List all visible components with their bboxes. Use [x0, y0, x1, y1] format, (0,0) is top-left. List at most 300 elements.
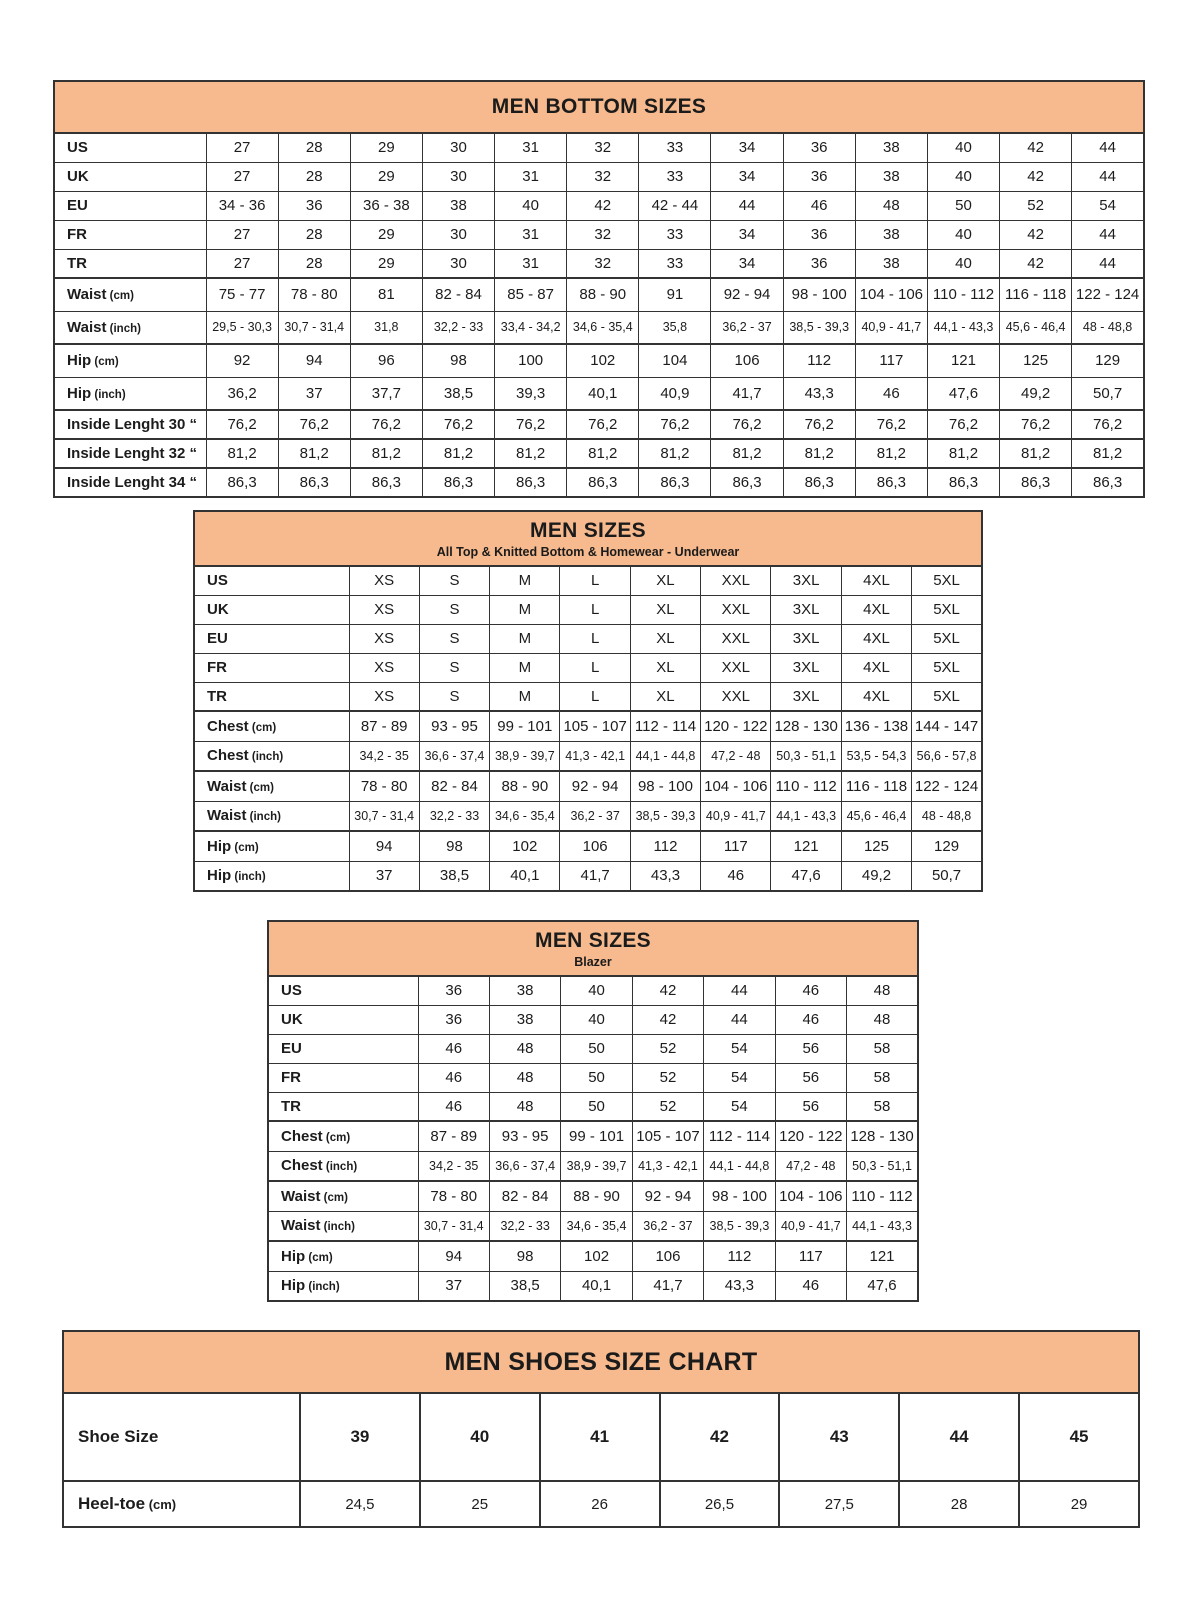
size-table	[62, 1392, 1140, 1528]
row-label-unit: (cm)	[248, 721, 277, 734]
size-table	[53, 132, 1145, 498]
value-cell: 38,5 - 39,3	[704, 1211, 775, 1241]
value-cell: 40,9 - 41,7	[701, 801, 771, 831]
value-cell: 44,1 - 43,3	[927, 311, 999, 344]
value-cell: 3XL	[771, 624, 841, 653]
value-cell: 48	[847, 1005, 918, 1034]
row-label-text: Hip	[67, 352, 92, 370]
value-cell: 98 - 100	[783, 278, 855, 311]
value-cell: 99 - 101	[561, 1121, 632, 1151]
value-cell: 76,2	[495, 410, 567, 439]
value-cell: 29,5 - 30,3	[206, 311, 278, 344]
value-cell: 45,6 - 46,4	[1000, 311, 1072, 344]
value-cell: 58	[847, 1063, 918, 1092]
men-sizes-blazer-table	[267, 920, 919, 1302]
value-cell: 98	[422, 344, 494, 377]
value-cell: 47,2 - 48	[775, 1151, 846, 1181]
value-cell: 45,6 - 46,4	[841, 801, 911, 831]
value-cell: 81,2	[1000, 439, 1072, 468]
row-label-text: US	[207, 572, 228, 590]
value-cell: 28	[278, 162, 350, 191]
value-cell: 40	[561, 976, 632, 1005]
value-cell: 44	[711, 191, 783, 220]
row-label-unit: (inch)	[231, 871, 266, 884]
row-label-text: Inside Lenght 32 “	[67, 445, 198, 462]
value-cell: M	[490, 595, 560, 624]
table-title: MEN SIZES	[530, 518, 646, 542]
value-cell: 81,2	[783, 439, 855, 468]
value-cell: 30	[422, 220, 494, 249]
value-cell: 32	[567, 249, 639, 278]
value-cell: 25	[420, 1481, 540, 1527]
value-cell: 3XL	[771, 682, 841, 711]
value-cell: 4XL	[841, 682, 911, 711]
value-cell: 112	[704, 1241, 775, 1271]
value-cell: 81,2	[206, 439, 278, 468]
value-cell: 81	[350, 278, 422, 311]
value-cell: 144 - 147	[912, 711, 982, 741]
value-cell: 116 - 118	[841, 771, 911, 801]
value-cell: 102	[567, 344, 639, 377]
row-label-unit: (cm)	[246, 781, 274, 794]
value-cell: 42	[1000, 249, 1072, 278]
value-cell: 3XL	[771, 653, 841, 682]
value-cell: 78 - 80	[418, 1181, 489, 1211]
value-cell: 76,2	[422, 410, 494, 439]
value-cell: 76,2	[206, 410, 278, 439]
value-cell: XL	[630, 566, 700, 595]
value-cell: L	[560, 595, 630, 624]
value-cell: 76,2	[350, 410, 422, 439]
value-cell: 82 - 84	[489, 1181, 560, 1211]
value-cell: 86,3	[639, 468, 711, 497]
value-cell: 50,7	[1072, 377, 1144, 410]
row-label-text: Hip	[281, 1247, 306, 1265]
value-cell: 44,1 - 43,3	[771, 801, 841, 831]
row-label-text: Waist	[281, 1187, 321, 1205]
table-header	[62, 1330, 1140, 1392]
value-cell: 41,3 - 42,1	[632, 1151, 703, 1181]
value-cell: 36	[418, 976, 489, 1005]
value-cell: 106	[711, 344, 783, 377]
value-cell: 117	[701, 831, 771, 861]
value-cell: 81,2	[567, 439, 639, 468]
value-cell: 41,7	[711, 377, 783, 410]
table-row	[194, 566, 982, 595]
value-cell: 38,5	[489, 1271, 560, 1301]
value-cell: 99 - 101	[490, 711, 560, 741]
table-row	[194, 771, 982, 801]
row-label	[54, 133, 206, 162]
value-cell: 44	[1072, 133, 1144, 162]
row-label-unit: (inch)	[248, 751, 284, 764]
value-cell: M	[490, 682, 560, 711]
row-label	[194, 741, 349, 771]
value-cell: 93 - 95	[489, 1121, 560, 1151]
row-label-text: TR	[67, 254, 87, 272]
table-row	[54, 191, 1144, 220]
value-cell: 42	[660, 1393, 780, 1481]
value-cell: 34,6 - 35,4	[490, 801, 560, 831]
value-cell: 76,2	[1072, 410, 1144, 439]
value-cell: 49,2	[841, 861, 911, 891]
value-cell: 32,2 - 33	[489, 1211, 560, 1241]
row-label-unit: (cm)	[106, 290, 134, 303]
value-cell: 32	[567, 162, 639, 191]
row-label-text: Chest	[207, 747, 249, 765]
value-cell: 31	[495, 249, 567, 278]
value-cell: 48 - 48,8	[1072, 311, 1144, 344]
row-label-text: Waist	[67, 286, 107, 304]
row-label	[54, 468, 206, 497]
value-cell: S	[419, 682, 489, 711]
value-cell: 86,3	[278, 468, 350, 497]
value-cell: XXL	[701, 595, 771, 624]
value-cell: 117	[775, 1241, 846, 1271]
table-row	[54, 311, 1144, 344]
value-cell: XL	[630, 624, 700, 653]
value-cell: 38	[422, 191, 494, 220]
row-label	[268, 1181, 418, 1211]
value-cell: XXL	[701, 682, 771, 711]
row-label-text: Hip	[67, 384, 92, 402]
value-cell: 34,6 - 35,4	[567, 311, 639, 344]
row-label-text: FR	[281, 1069, 301, 1086]
value-cell: 40,1	[490, 861, 560, 891]
row-label-unit: (cm)	[305, 1251, 333, 1264]
value-cell: 82 - 84	[422, 278, 494, 311]
row-label-text: FR	[207, 659, 227, 676]
value-cell: 112 - 114	[630, 711, 700, 741]
table-row	[268, 1181, 918, 1211]
value-cell: L	[560, 566, 630, 595]
value-cell: 112	[630, 831, 700, 861]
value-cell: 27	[206, 162, 278, 191]
value-cell: 36	[783, 133, 855, 162]
row-label	[268, 1005, 418, 1034]
table-row	[268, 1063, 918, 1092]
value-cell: 92	[206, 344, 278, 377]
value-cell: S	[419, 595, 489, 624]
value-cell: 56,6 - 57,8	[912, 741, 982, 771]
value-cell: 31	[495, 133, 567, 162]
value-cell: 128 - 130	[847, 1121, 918, 1151]
value-cell: 4XL	[841, 624, 911, 653]
value-cell: 110 - 112	[771, 771, 841, 801]
value-cell: 47,2 - 48	[701, 741, 771, 771]
table-title: MEN BOTTOM SIZES	[491, 95, 707, 118]
row-label	[54, 377, 206, 410]
value-cell: 38	[855, 249, 927, 278]
row-label-text: FR	[67, 226, 87, 243]
value-cell: S	[419, 566, 489, 595]
value-cell: 38,9 - 39,7	[490, 741, 560, 771]
value-cell: 28	[278, 249, 350, 278]
value-cell: 52	[1000, 191, 1072, 220]
value-cell: 76,2	[711, 410, 783, 439]
value-cell: 44	[1072, 249, 1144, 278]
value-cell: 30,7 - 31,4	[418, 1211, 489, 1241]
value-cell: 53,5 - 54,3	[841, 741, 911, 771]
value-cell: 42	[632, 976, 703, 1005]
table-row	[194, 682, 982, 711]
table-row	[54, 410, 1144, 439]
value-cell: 42 - 44	[639, 191, 711, 220]
value-cell: 86,3	[350, 468, 422, 497]
value-cell: M	[490, 566, 560, 595]
value-cell: 27	[206, 220, 278, 249]
row-label-unit: (inch)	[320, 1221, 355, 1234]
table-row	[194, 595, 982, 624]
men-bottom-sizes-table	[53, 80, 1145, 498]
value-cell: 34	[711, 133, 783, 162]
value-cell: XXL	[701, 624, 771, 653]
value-cell: 120 - 122	[701, 711, 771, 741]
value-cell: 46	[418, 1063, 489, 1092]
value-cell: 39,3	[495, 377, 567, 410]
table-row	[54, 162, 1144, 191]
value-cell: 94	[418, 1241, 489, 1271]
value-cell: L	[560, 624, 630, 653]
value-cell: 34,6 - 35,4	[561, 1211, 632, 1241]
row-label-text: EU	[67, 197, 88, 214]
row-label	[268, 1241, 418, 1271]
table-row	[54, 377, 1144, 410]
value-cell: 110 - 112	[927, 278, 999, 311]
value-cell: M	[490, 624, 560, 653]
row-label	[54, 439, 206, 468]
table-row	[268, 1092, 918, 1121]
value-cell: 40,1	[561, 1271, 632, 1301]
value-cell: 47,6	[927, 377, 999, 410]
value-cell: 98	[419, 831, 489, 861]
value-cell: 34,2 - 35	[349, 741, 419, 771]
row-label	[268, 1151, 418, 1181]
value-cell: 86,3	[1000, 468, 1072, 497]
value-cell: XL	[630, 653, 700, 682]
value-cell: 31	[495, 162, 567, 191]
value-cell: 33	[639, 249, 711, 278]
value-cell: 50	[561, 1063, 632, 1092]
table-row	[268, 1034, 918, 1063]
value-cell: 44	[704, 976, 775, 1005]
value-cell: 92 - 94	[632, 1181, 703, 1211]
value-cell: 39	[300, 1393, 420, 1481]
value-cell: 75 - 77	[206, 278, 278, 311]
value-cell: 112	[783, 344, 855, 377]
row-label	[54, 410, 206, 439]
value-cell: 46	[701, 861, 771, 891]
value-cell: 122 - 124	[912, 771, 982, 801]
value-cell: 30	[422, 162, 494, 191]
value-cell: XXL	[701, 653, 771, 682]
value-cell: 37	[418, 1271, 489, 1301]
table-title: MEN SHOES SIZE CHART	[444, 1347, 758, 1376]
value-cell: 38	[489, 976, 560, 1005]
value-cell: 26,5	[660, 1481, 780, 1527]
value-cell: 102	[490, 831, 560, 861]
value-cell: 43	[779, 1393, 899, 1481]
size-table	[267, 975, 919, 1302]
row-label	[194, 771, 349, 801]
value-cell: 54	[704, 1034, 775, 1063]
row-label	[268, 1121, 418, 1151]
value-cell: 28	[278, 220, 350, 249]
value-cell: 81,2	[639, 439, 711, 468]
value-cell: 40	[927, 133, 999, 162]
value-cell: 29	[1019, 1481, 1139, 1527]
value-cell: 87 - 89	[418, 1121, 489, 1151]
value-cell: 5XL	[912, 653, 982, 682]
value-cell: XL	[630, 595, 700, 624]
value-cell: 38	[855, 133, 927, 162]
table-header	[267, 920, 919, 975]
value-cell: XS	[349, 595, 419, 624]
value-cell: 48	[489, 1034, 560, 1063]
value-cell: 36,2 - 37	[711, 311, 783, 344]
value-cell: 5XL	[912, 624, 982, 653]
table-row	[54, 133, 1144, 162]
value-cell: 76,2	[278, 410, 350, 439]
value-cell: 56	[775, 1063, 846, 1092]
row-label-text: TR	[207, 687, 227, 705]
value-cell: 52	[632, 1063, 703, 1092]
value-cell: 117	[855, 344, 927, 377]
table-row	[54, 468, 1144, 497]
table-row	[194, 801, 982, 831]
value-cell: 46	[855, 377, 927, 410]
value-cell: 38,9 - 39,7	[561, 1151, 632, 1181]
row-label-text: UK	[207, 601, 229, 618]
value-cell: 49,2	[1000, 377, 1072, 410]
row-label-text: EU	[207, 630, 228, 647]
row-label	[194, 595, 349, 624]
table-subtitle: All Top & Knitted Bottom & Homewear - Underwear	[436, 544, 740, 559]
value-cell: 35,8	[639, 311, 711, 344]
value-cell: 48	[847, 976, 918, 1005]
value-cell: XS	[349, 624, 419, 653]
value-cell: 27	[206, 249, 278, 278]
row-label	[268, 1092, 418, 1121]
row-label	[54, 191, 206, 220]
value-cell: 36	[783, 162, 855, 191]
value-cell: 40,9	[639, 377, 711, 410]
value-cell: 40	[561, 1005, 632, 1034]
value-cell: 33	[639, 162, 711, 191]
row-label-text: Shoe Size	[78, 1427, 159, 1446]
table-title: MEN SIZES	[535, 928, 651, 952]
value-cell: 102	[561, 1241, 632, 1271]
value-cell: 86,3	[206, 468, 278, 497]
value-cell: 125	[1000, 344, 1072, 377]
value-cell: 3XL	[771, 566, 841, 595]
value-cell: 81,2	[927, 439, 999, 468]
value-cell: 44	[704, 1005, 775, 1034]
value-cell: 105 - 107	[560, 711, 630, 741]
row-label-text: Waist	[281, 1217, 321, 1235]
row-label	[63, 1481, 300, 1527]
value-cell: 44,1 - 44,8	[630, 741, 700, 771]
value-cell: 120 - 122	[775, 1121, 846, 1151]
value-cell: 36	[278, 191, 350, 220]
table-header	[53, 80, 1145, 132]
row-label	[194, 801, 349, 831]
value-cell: 48	[489, 1092, 560, 1121]
value-cell: 92 - 94	[711, 278, 783, 311]
row-label-text: Waist	[207, 807, 247, 825]
value-cell: 129	[1072, 344, 1144, 377]
table-row	[268, 1121, 918, 1151]
table-row	[194, 741, 982, 771]
value-cell: 44,1 - 43,3	[847, 1211, 918, 1241]
value-cell: 29	[350, 220, 422, 249]
value-cell: 34,2 - 35	[418, 1151, 489, 1181]
value-cell: 54	[704, 1063, 775, 1092]
value-cell: 125	[841, 831, 911, 861]
value-cell: 30	[422, 133, 494, 162]
value-cell: 46	[775, 976, 846, 1005]
size-table	[193, 565, 983, 892]
table-row	[194, 861, 982, 891]
value-cell: 46	[418, 1092, 489, 1121]
row-label-unit: (inch)	[106, 322, 141, 335]
value-cell: 36,2 - 37	[632, 1211, 703, 1241]
table-row	[268, 1271, 918, 1301]
value-cell: 52	[632, 1092, 703, 1121]
value-cell: 54	[704, 1092, 775, 1121]
row-label	[54, 249, 206, 278]
row-label-text: Chest	[207, 717, 249, 735]
table-row	[268, 1241, 918, 1271]
value-cell: 104 - 106	[701, 771, 771, 801]
table-subtitle: Blazer	[574, 954, 612, 969]
table-row	[54, 220, 1144, 249]
value-cell: 121	[847, 1241, 918, 1271]
row-label-unit: (inch)	[322, 1161, 358, 1174]
table-row	[194, 624, 982, 653]
value-cell: 43,3	[704, 1271, 775, 1301]
value-cell: 81,2	[422, 439, 494, 468]
value-cell: 36,2	[206, 377, 278, 410]
table-header	[193, 510, 983, 565]
value-cell: 81,2	[1072, 439, 1144, 468]
value-cell: 44	[899, 1393, 1019, 1481]
row-label-text: Hip	[207, 867, 232, 885]
row-label-unit: (cm)	[231, 841, 259, 854]
value-cell: 91	[639, 278, 711, 311]
row-label-unit: (cm)	[145, 1497, 177, 1512]
value-cell: 82 - 84	[419, 771, 489, 801]
value-cell: 38	[855, 220, 927, 249]
value-cell: 26	[540, 1481, 660, 1527]
value-cell: 110 - 112	[847, 1181, 918, 1211]
row-label	[194, 831, 349, 861]
row-label-text: Chest	[281, 1157, 323, 1175]
table-row	[268, 1211, 918, 1241]
value-cell: 86,3	[711, 468, 783, 497]
value-cell: 81,2	[855, 439, 927, 468]
value-cell: 81,2	[711, 439, 783, 468]
value-cell: 94	[278, 344, 350, 377]
value-cell: 4XL	[841, 566, 911, 595]
table-row	[194, 653, 982, 682]
value-cell: 31,8	[350, 311, 422, 344]
row-label-text: Inside Lenght 30 “	[67, 416, 198, 433]
value-cell: 105 - 107	[632, 1121, 703, 1151]
value-cell: 116 - 118	[1000, 278, 1072, 311]
value-cell: 46	[775, 1271, 846, 1301]
value-cell: 43,3	[783, 377, 855, 410]
